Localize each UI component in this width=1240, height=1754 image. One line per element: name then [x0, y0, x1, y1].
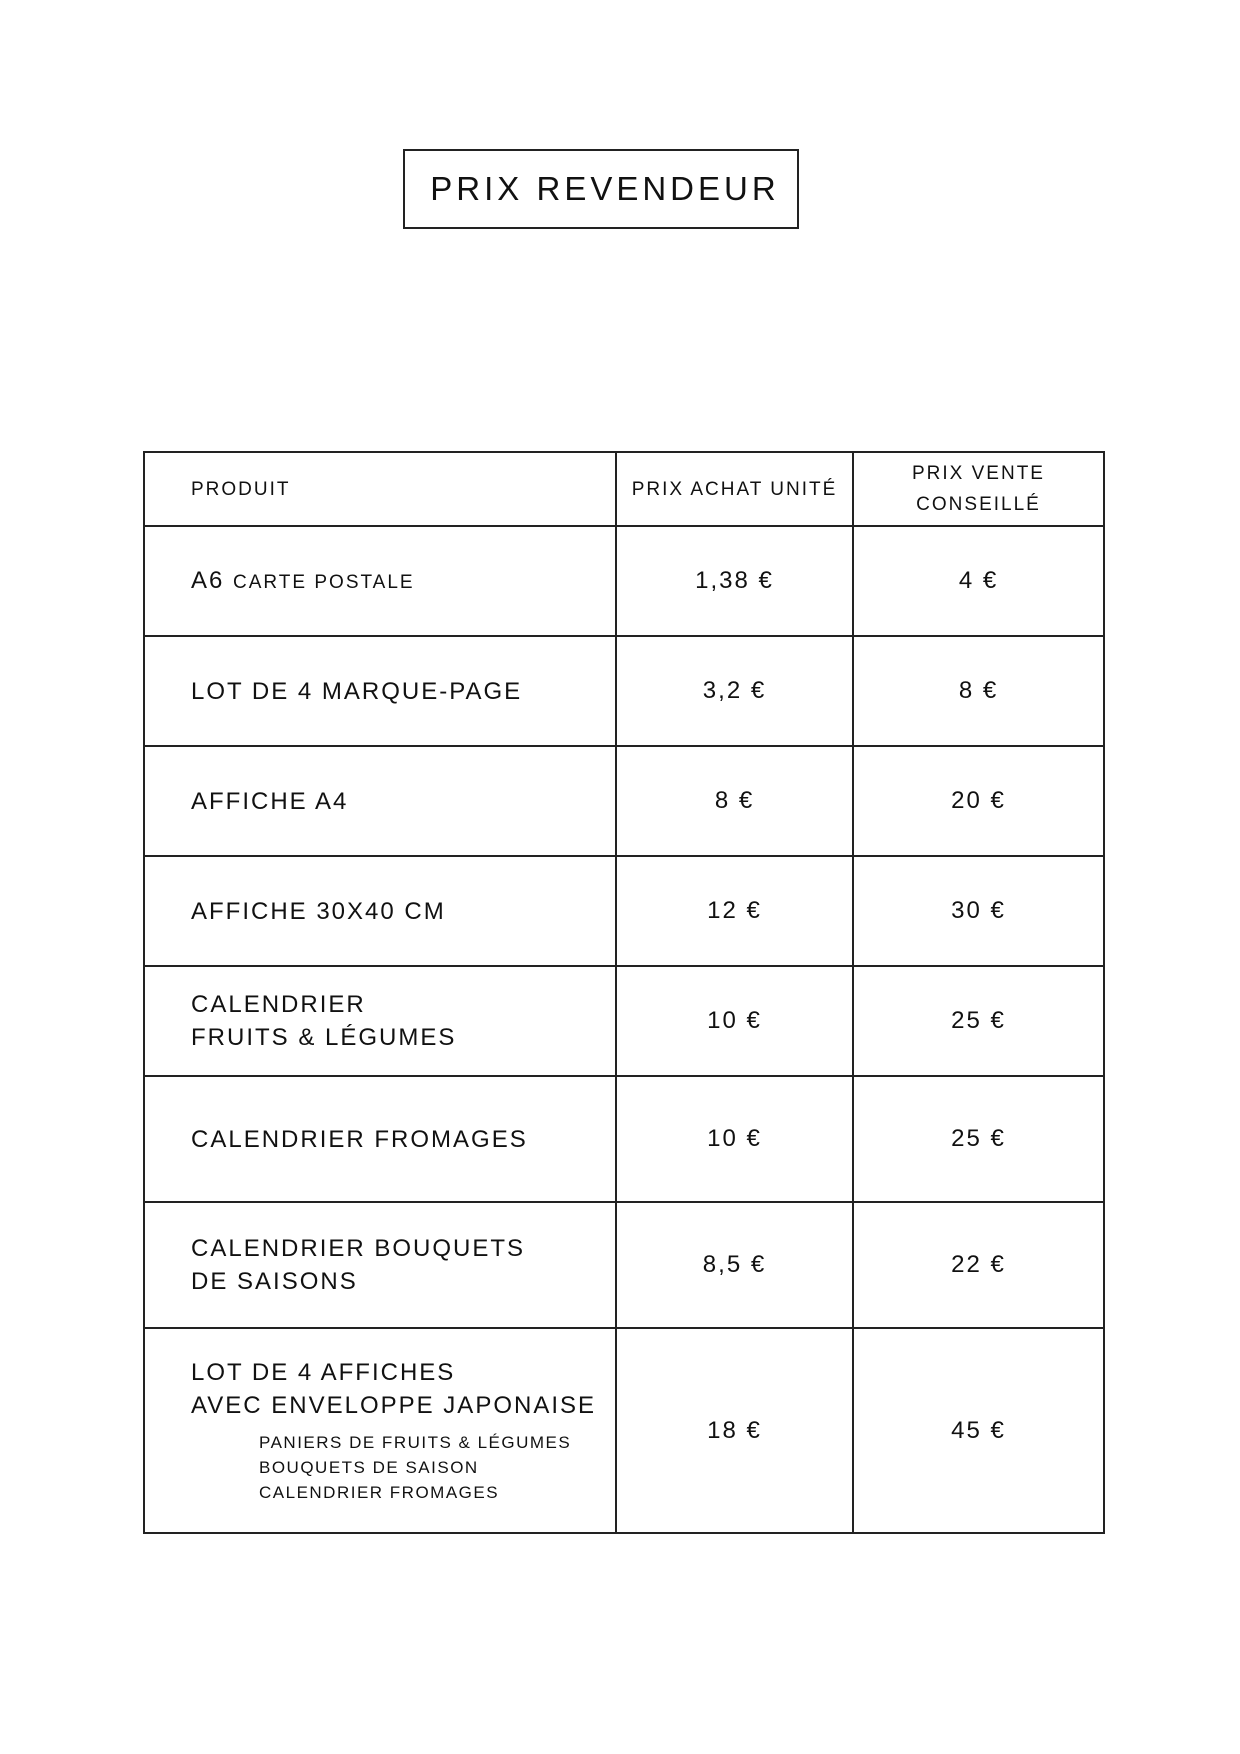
table-row [144, 1328, 1104, 1533]
product-name-line2: FRUITS & LÉGUMES [191, 1024, 457, 1051]
purchase-price: 10 € [616, 1076, 853, 1202]
page-title-box [403, 149, 799, 229]
product-name-line1: CALENDRIER [191, 991, 366, 1018]
product-name: LOT DE 4 MARQUE-PAGE [144, 636, 616, 746]
purchase-price: 18 € [616, 1328, 853, 1533]
product-detail: CARTE POSTALE [233, 571, 415, 593]
product-name: CALENDRIER FROMAGES [144, 1076, 616, 1202]
product-cell [144, 966, 616, 1076]
purchase-price: 1,38 € [616, 526, 853, 636]
table-row [144, 966, 1104, 1076]
page-title: PRIX REVENDEUR [430, 170, 780, 207]
product-cell [144, 1202, 616, 1328]
product-name-line1: CALENDRIER BOUQUETS [191, 1235, 526, 1262]
table-row [144, 746, 1104, 856]
product-name: AFFICHE A4 [144, 746, 616, 856]
retail-price: 4 € [853, 526, 1104, 636]
table-row [144, 856, 1104, 966]
purchase-price: 12 € [616, 856, 853, 966]
table-row [144, 526, 1104, 636]
table-row [144, 1202, 1104, 1328]
list-item: CALENDRIER FROMAGES [259, 1483, 500, 1502]
price-table [143, 451, 1105, 1534]
list-item: PANIERS DE FRUITS & LÉGUMES [259, 1433, 572, 1452]
retail-price: 30 € [853, 856, 1104, 966]
retail-price: 25 € [853, 966, 1104, 1076]
product-name-line1: LOT DE 4 AFFICHES [191, 1359, 456, 1386]
header-purchase-price: PRIX ACHAT UNITÉ [616, 452, 853, 526]
retail-price: 45 € [853, 1328, 1104, 1533]
header-retail-line2: CONSEILLÉ [916, 494, 1041, 515]
header-retail-price [853, 452, 1104, 526]
retail-price: 22 € [853, 1202, 1104, 1328]
header-product: PRODUIT [144, 452, 616, 526]
table-row [144, 1076, 1104, 1202]
product-contents-list [191, 1430, 614, 1505]
purchase-price: 8,5 € [616, 1202, 853, 1328]
table-header-row [144, 452, 1104, 526]
product-cell [144, 526, 616, 636]
purchase-price: 10 € [616, 966, 853, 1076]
purchase-price: 3,2 € [616, 636, 853, 746]
retail-price: 20 € [853, 746, 1104, 856]
header-retail-line1: PRIX VENTE [912, 463, 1045, 484]
table-row [144, 636, 1104, 746]
product-name: AFFICHE 30X40 CM [144, 856, 616, 966]
purchase-price: 8 € [616, 746, 853, 856]
product-name-line2: AVEC ENVELOPPE JAPONAISE [191, 1392, 597, 1419]
product-name-line2: DE SAISONS [191, 1268, 358, 1295]
product-name: A6 [191, 566, 225, 594]
product-cell [144, 1328, 616, 1533]
retail-price: 25 € [853, 1076, 1104, 1202]
list-item: BOUQUETS DE SAISON [259, 1458, 479, 1477]
retail-price: 8 € [853, 636, 1104, 746]
